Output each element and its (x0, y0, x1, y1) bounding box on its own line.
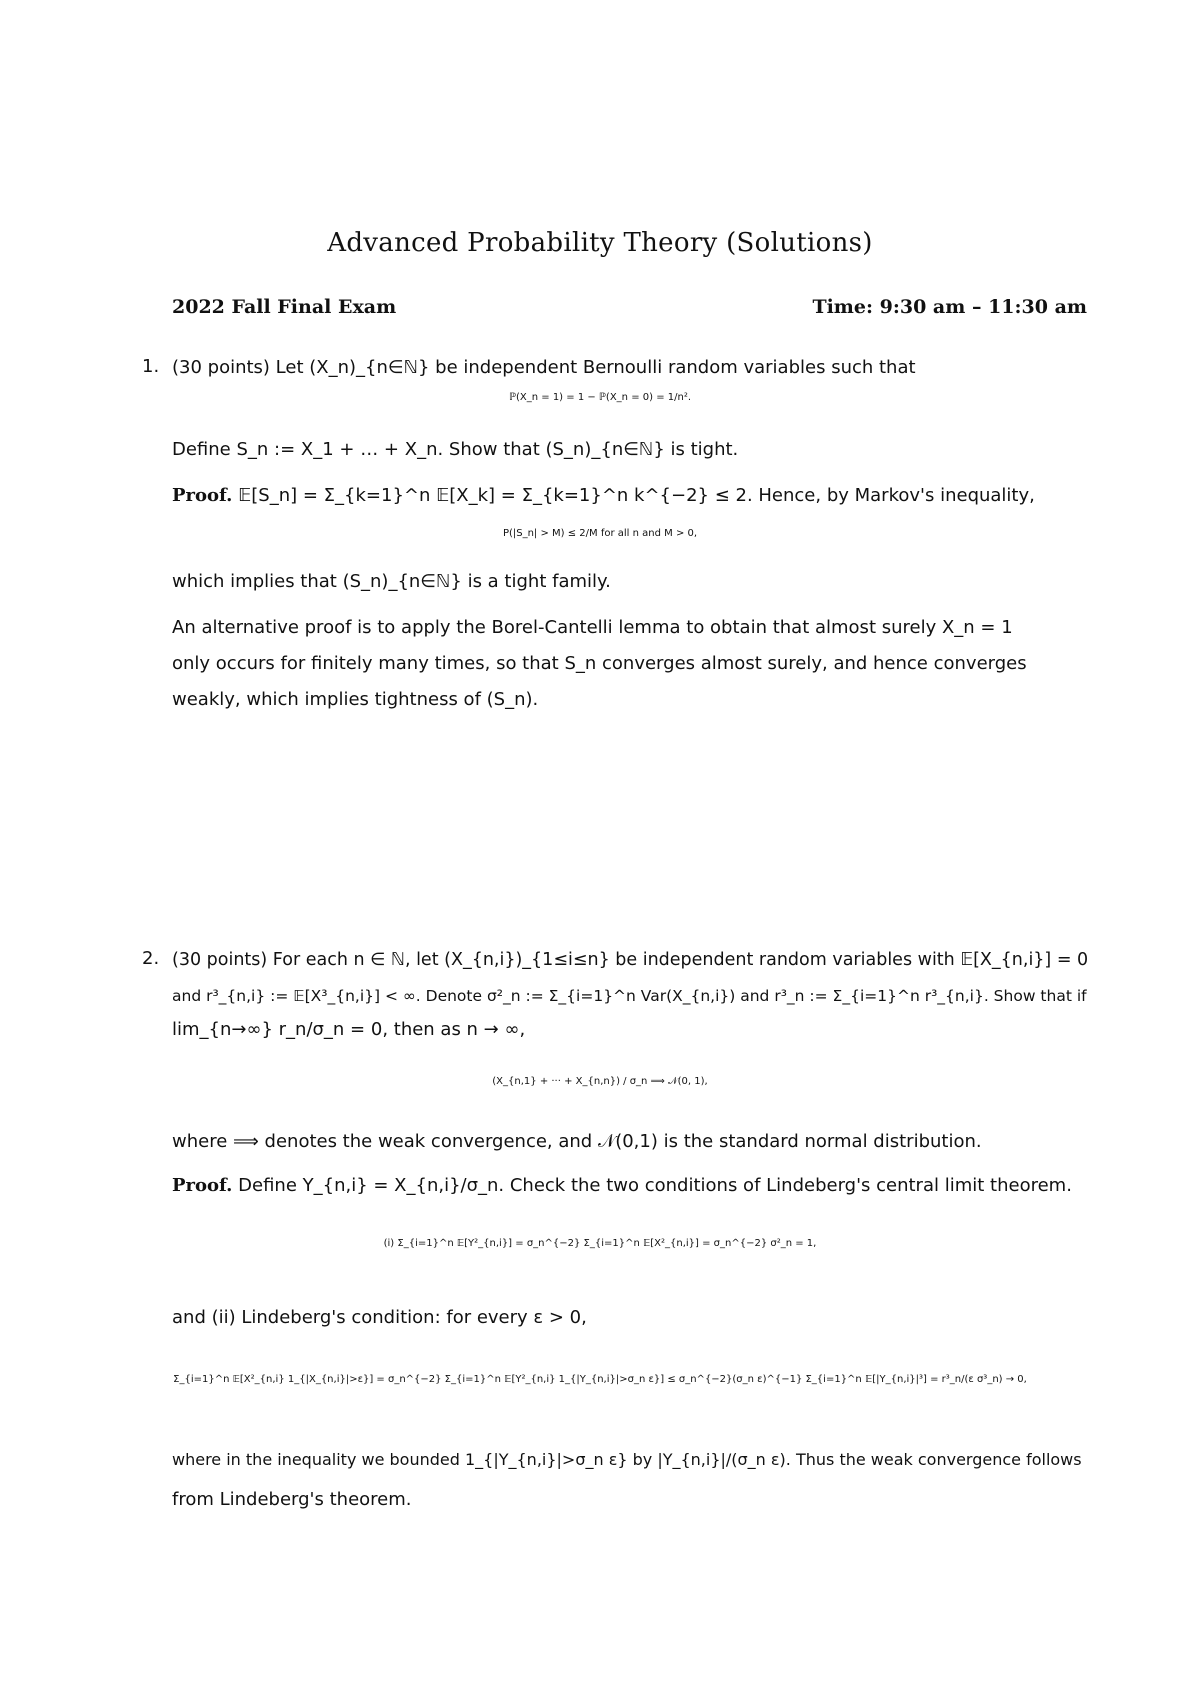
proof-label: Proof. (172, 1175, 233, 1196)
problem-2-number: 2. (142, 948, 160, 969)
alternative-proof-line-3: weakly, which implies tightness of (S_n). (172, 689, 539, 710)
problem-2-proof-text: Define Y_{n,i} = X_{n,i}/σ_n. Check the two conditions of Lindeberg's central limit theorem. (238, 1175, 1072, 1196)
exam-time: Time: 9:30 am – 11:30 am (812, 296, 1087, 318)
alternative-proof-line-1: An alternative proof is to apply the Borel-Cantelli lemma to obtain that almost surely X_n = 1 (172, 617, 1013, 638)
problem-2-statement-line-2: and r³_{n,i} := 𝔼[X³_{n,i}] < ∞. Denote σ²_n := Σ_{i=1}^n Var(X_{n,i}) and r³_n := Σ_{i=1}^n r³_{n,i}. Show that if (172, 987, 1087, 1005)
condition-ii-intro: and (ii) Lindeberg's condition: for every ε > 0, (172, 1307, 587, 1328)
problem-1-define: Define S_n := X_1 + … + X_n. Show that (S_n)_{n∈ℕ} is tight. (172, 439, 739, 460)
problem-2-display-equation: (X_{n,1} + ··· + X_{n,n}) / σ_n ⟹ 𝒩(0, 1), (492, 1076, 708, 1087)
problem-2-statement-line-3: lim_{n→∞} r_n/σ_n = 0, then as n → ∞, (172, 1019, 526, 1040)
problem-1-proof-text: 𝔼[S_n] = Σ_{k=1}^n 𝔼[X_k] = Σ_{k=1}^n k^{−2} ≤ 2. Hence, by Markov's inequality, (238, 485, 1035, 506)
proof-label: Proof. (172, 485, 233, 506)
bound-explanation-line-2: from Lindeberg's theorem. (172, 1489, 412, 1510)
problem-2-where: where ⟹ denotes the weak convergence, and 𝒩(0,1) is the standard normal distribution. (172, 1131, 982, 1152)
alternative-proof-line-2: only occurs for finitely many times, so that S_n converges almost surely, and hence converges (172, 653, 1027, 674)
problem-2-statement-line-1: (30 points) For each n ∈ ℕ, let (X_{n,i})_{1≤i≤n} be independent random variables with 𝔼[X_{n,i}] = 0 (172, 950, 1089, 970)
problem-1-proof (172, 484, 1090, 508)
problem-2-proof (172, 1174, 1090, 1198)
lindeberg-condition-equation: Σ_{i=1}^n 𝔼[X²_{n,i} 1_{|X_{n,i}|>ε}] = σ_n^{−2} Σ_{i=1}^n 𝔼[Y²_{n,i} 1_{|Y_{n,i}|>σ_n ε}] ≤ σ_n^{−2}(σ_n ε)^{−1} Σ_{i=1}^n 𝔼[|Y_{n,i}|³] = r³_n/(ε σ³_n) → 0, (173, 1374, 1027, 1385)
problem-1-statement: (30 points) Let (X_n)_{n∈ℕ} be independent Bernoulli random variables such that (172, 357, 916, 378)
bound-explanation-line-1: where in the inequality we bounded 1_{|Y_{n,i}|>σ_n ε} by |Y_{n,i}|/(σ_n ε). Thus the weak convergence follows (172, 1450, 1082, 1469)
document-title: Advanced Probability Theory (Solutions) (327, 228, 873, 258)
exam-name: 2022 Fall Final Exam (172, 296, 397, 318)
problem-1-number: 1. (142, 356, 160, 377)
markov-inequality: P(|S_n| > M) ≤ 2/M for all n and M > 0, (502, 528, 698, 539)
problem-1-display-equation: ℙ(X_n = 1) = 1 − ℙ(X_n = 0) = 1/n². (508, 392, 692, 403)
condition-i-equation: (i) Σ_{i=1}^n 𝔼[Y²_{n,i}] = σ_n^{−2} Σ_{i=1}^n 𝔼[X²_{n,i}] = σ_n^{−2} σ²_n = 1, (383, 1238, 817, 1249)
problem-1-conclusion: which implies that (S_n)_{n∈ℕ} is a tight family. (172, 571, 611, 592)
